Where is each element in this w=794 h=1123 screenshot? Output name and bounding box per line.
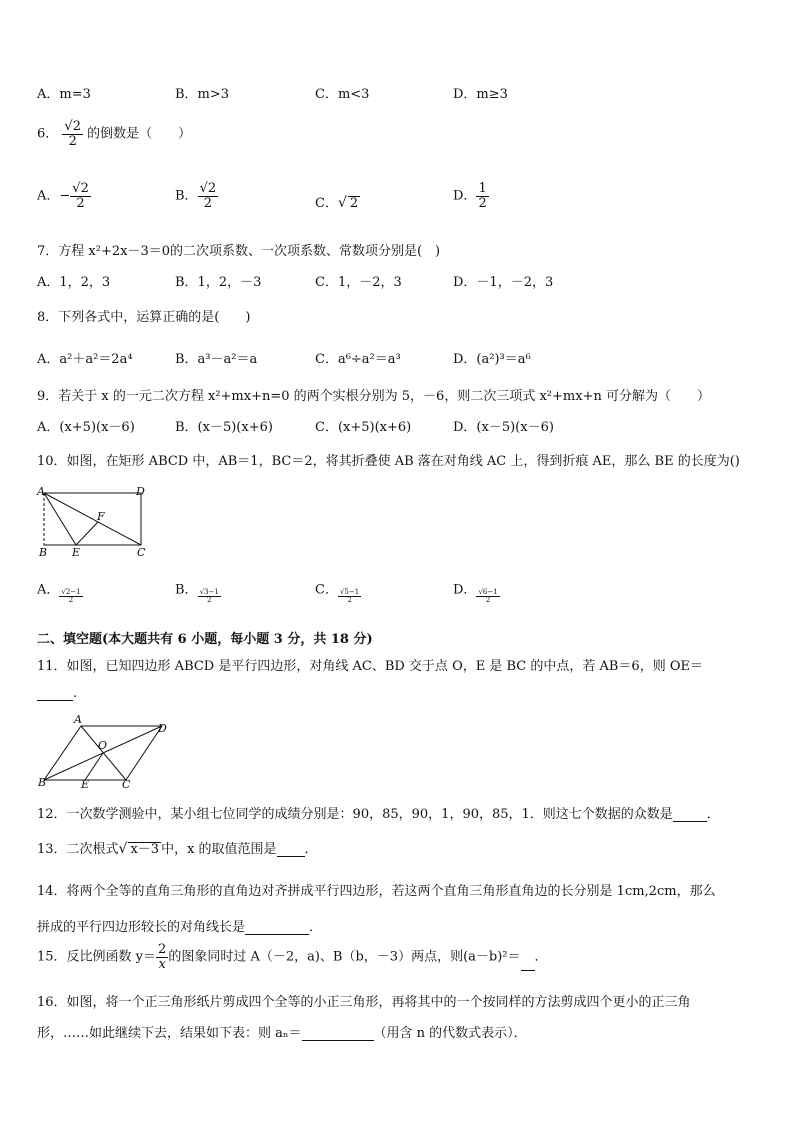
q10-c-prefix: C． [315, 582, 338, 598]
q9-option-b: B．(x－5)(x+6) [175, 420, 273, 435]
q11-answer-blank[interactable] [37, 700, 73, 701]
q10-b-num: √3−1 [199, 588, 219, 596]
q10-option-b [175, 575, 221, 605]
q9-stem: 9．若关于 x 的一元二次方程 x²+mx+n=0 的两个实根分别为 5，－6，则二次三项式 x²+mx+n 可分解为（ ） [37, 389, 710, 404]
q10-label-b: B [39, 546, 48, 557]
q15-frac-num: 2 [158, 942, 167, 957]
q12-stem [37, 803, 720, 822]
q10-segment-ef [76, 522, 98, 545]
q10-c-den: 2 [347, 596, 352, 605]
q15-end: ． [534, 949, 548, 965]
q7-stem: 7．方程 x²+2x－3＝0的二次项系数、一次项系数、常数项分别是( ) [37, 244, 441, 259]
q14-line2-text: 拼成的平行四边形较长的对角线长是 [37, 920, 246, 935]
q11-label-e: E [81, 778, 90, 790]
q8-option-c: C．a⁶÷a²＝a³ [315, 352, 401, 367]
q15-post: 的图象同时过 A（－2，a)、B（b，－3）两点，则(a－b)²＝ [168, 949, 521, 965]
q10-a-frac [59, 589, 82, 605]
q10-d-frac [476, 589, 499, 605]
q15-answer-blank[interactable] [521, 970, 535, 971]
q11-label-o: O [98, 739, 108, 752]
q6-text: 的倒数是（ ） [87, 126, 192, 142]
q6-d-frac [476, 182, 488, 210]
q15-pre: 15．反比例函数 y＝ [37, 949, 157, 965]
q7-option-a: A．1，2，3 [37, 275, 111, 290]
q7-option-c: C．1，－2，3 [315, 275, 402, 290]
q11-label-d: D [158, 722, 167, 735]
q8-option-b: B．a³－a²＝a [175, 352, 258, 367]
q15-fraction [156, 943, 168, 971]
q6-fraction [62, 120, 83, 148]
q10-b-den: 2 [206, 596, 212, 605]
q10-option-c [315, 575, 361, 605]
q10-rectangle-figure [36, 485, 156, 557]
q10-label-a: A [37, 485, 45, 498]
q11-stem: 11．如图，已知四边形 ABCD 是平行四边形，对角线 AC、BD 交于点 O，E 是 BC 的中点，若 AB＝6，则 OE＝ [37, 659, 703, 674]
q9-option-a: A．(x+5)(x－6) [37, 420, 135, 435]
q11-label-c: C [122, 778, 131, 790]
q5-option-a: A．m=3 [37, 87, 91, 102]
q6-option-d [453, 182, 489, 210]
q9-option-d: D．(x－5)(x－6) [453, 420, 554, 435]
q14-end: ． [309, 920, 323, 935]
q7-option-d: D．－1，－2，3 [453, 275, 554, 290]
q9-option-c: C．(x+5)(x+6) [315, 420, 412, 435]
q6-option-a [37, 182, 91, 210]
q10-crease-ae [44, 493, 76, 545]
q6-stem [37, 120, 191, 148]
q6-option-b [175, 182, 218, 210]
q12-answer-blank[interactable] [673, 821, 707, 822]
q14-line1: 14．将两个全等的直角三角形的直角边对齐拼成平行四边形，若这两个直角三角形直角边的长分别是 1cm,2cm，那么 [37, 884, 716, 899]
q13-answer-blank[interactable] [277, 856, 305, 857]
q6-b-frac [198, 182, 219, 210]
q15-stem [37, 943, 548, 971]
q10-d-den: 2 [485, 596, 491, 605]
q7-option-b: B．1，2，－3 [175, 275, 262, 290]
q10-label-d: D [136, 485, 145, 498]
q6-number: 6． [37, 126, 59, 142]
q8-stem: 8．下列各式中，运算正确的是( ) [37, 310, 251, 325]
q6-frac-den: 2 [68, 133, 77, 149]
q6-a-num: √2 [72, 181, 89, 196]
q6-b-num: √2 [199, 181, 217, 196]
q6-d-prefix: D． [453, 188, 477, 204]
q8-option-a: A．a²＋a²＝2a⁴ [37, 352, 133, 367]
q16-answer-blank[interactable] [302, 1040, 374, 1041]
q10-label-f: F [97, 510, 105, 523]
q10-option-a [37, 575, 83, 605]
q10-label-e: E [72, 546, 81, 557]
q10-a-den: 2 [68, 596, 74, 605]
q11-label-a: A [74, 713, 82, 726]
q13-radicand: x－3 [130, 842, 160, 857]
q14-line2 [37, 916, 322, 935]
q10-d-prefix: D． [453, 582, 477, 598]
q6-a-frac [70, 182, 91, 210]
q11-label-b: B [38, 776, 47, 789]
q11-answer-line [37, 686, 77, 701]
q5-option-b: B．m>3 [175, 87, 230, 102]
q6-d-num: 1 [478, 181, 487, 196]
q10-option-d [453, 575, 500, 605]
q16-end: （用含 n 的代数式表示）． [373, 1026, 527, 1041]
q13-post: 中，x 的取值范围是 [161, 842, 277, 857]
q6-a-prefix: A．− [37, 188, 71, 204]
q5-option-d: D．m≥3 [453, 87, 508, 102]
q6-a-den: 2 [76, 195, 85, 211]
q14-answer-blank[interactable] [245, 934, 309, 935]
q12-end: ． [706, 807, 720, 822]
q16-line1: 16．如图，将一个正三角形纸片剪成四个全等的小正三角形，再将其中的一个按同样的方法剪成四个更小的正三角 [37, 995, 691, 1010]
section-heading-fill-in: 二、填空题(本大题共有 6 小题，每小题 3 分，共 18 分) [37, 632, 373, 647]
q11-end: . [73, 686, 78, 701]
q6-option-c [315, 192, 360, 211]
q16-line2 [37, 1022, 527, 1041]
q13-pre: 13．二次根式 [37, 842, 119, 857]
q10-a-prefix: A． [37, 582, 60, 598]
q12-text: 12．一次数学测验中，某小组七位同学的成绩分别是：90，85，90，1，90，85，1．则这七个数据的众数是 [37, 807, 673, 822]
q6-c-radical: √ [337, 195, 347, 211]
q10-label-c: C [137, 546, 146, 557]
q11-parallelogram-figure [36, 712, 170, 790]
q6-c-prefix: C． [315, 196, 338, 211]
q10-a-num: √2−1 [61, 588, 81, 596]
q6-c-radicand: 2 [349, 196, 359, 211]
q13-end: ． [304, 842, 318, 857]
q6-d-den: 2 [478, 195, 487, 211]
q10-d-num: √6−1 [478, 588, 498, 596]
q6-b-den: 2 [203, 195, 212, 211]
q10-c-num: √5−1 [339, 588, 360, 596]
q5-option-c: C．m<3 [315, 87, 370, 102]
q10-diagonal-ac [44, 493, 141, 545]
q10-b-frac [198, 589, 221, 605]
q16-line2-text: 形，……如此继续下去，结果如下表：则 aₙ＝ [37, 1026, 302, 1041]
q13-stem [37, 838, 318, 857]
q13-radical-sign: √ [118, 841, 128, 857]
q15-frac-den: x [158, 956, 166, 972]
q10-c-frac [338, 589, 361, 605]
q6-frac-num: √2 [64, 119, 81, 134]
q8-option-d: D．(a²)³＝a⁶ [453, 352, 531, 367]
q10-b-prefix: B． [175, 582, 198, 598]
q6-b-prefix: B． [175, 188, 198, 204]
q10-stem: 10．如图，在矩形 ABCD 中，AB＝1，BC＝2，将其折叠使 AB 落在对角线 AC 上，得到折痕 AE，那么 BE 的长度为() [37, 454, 740, 469]
